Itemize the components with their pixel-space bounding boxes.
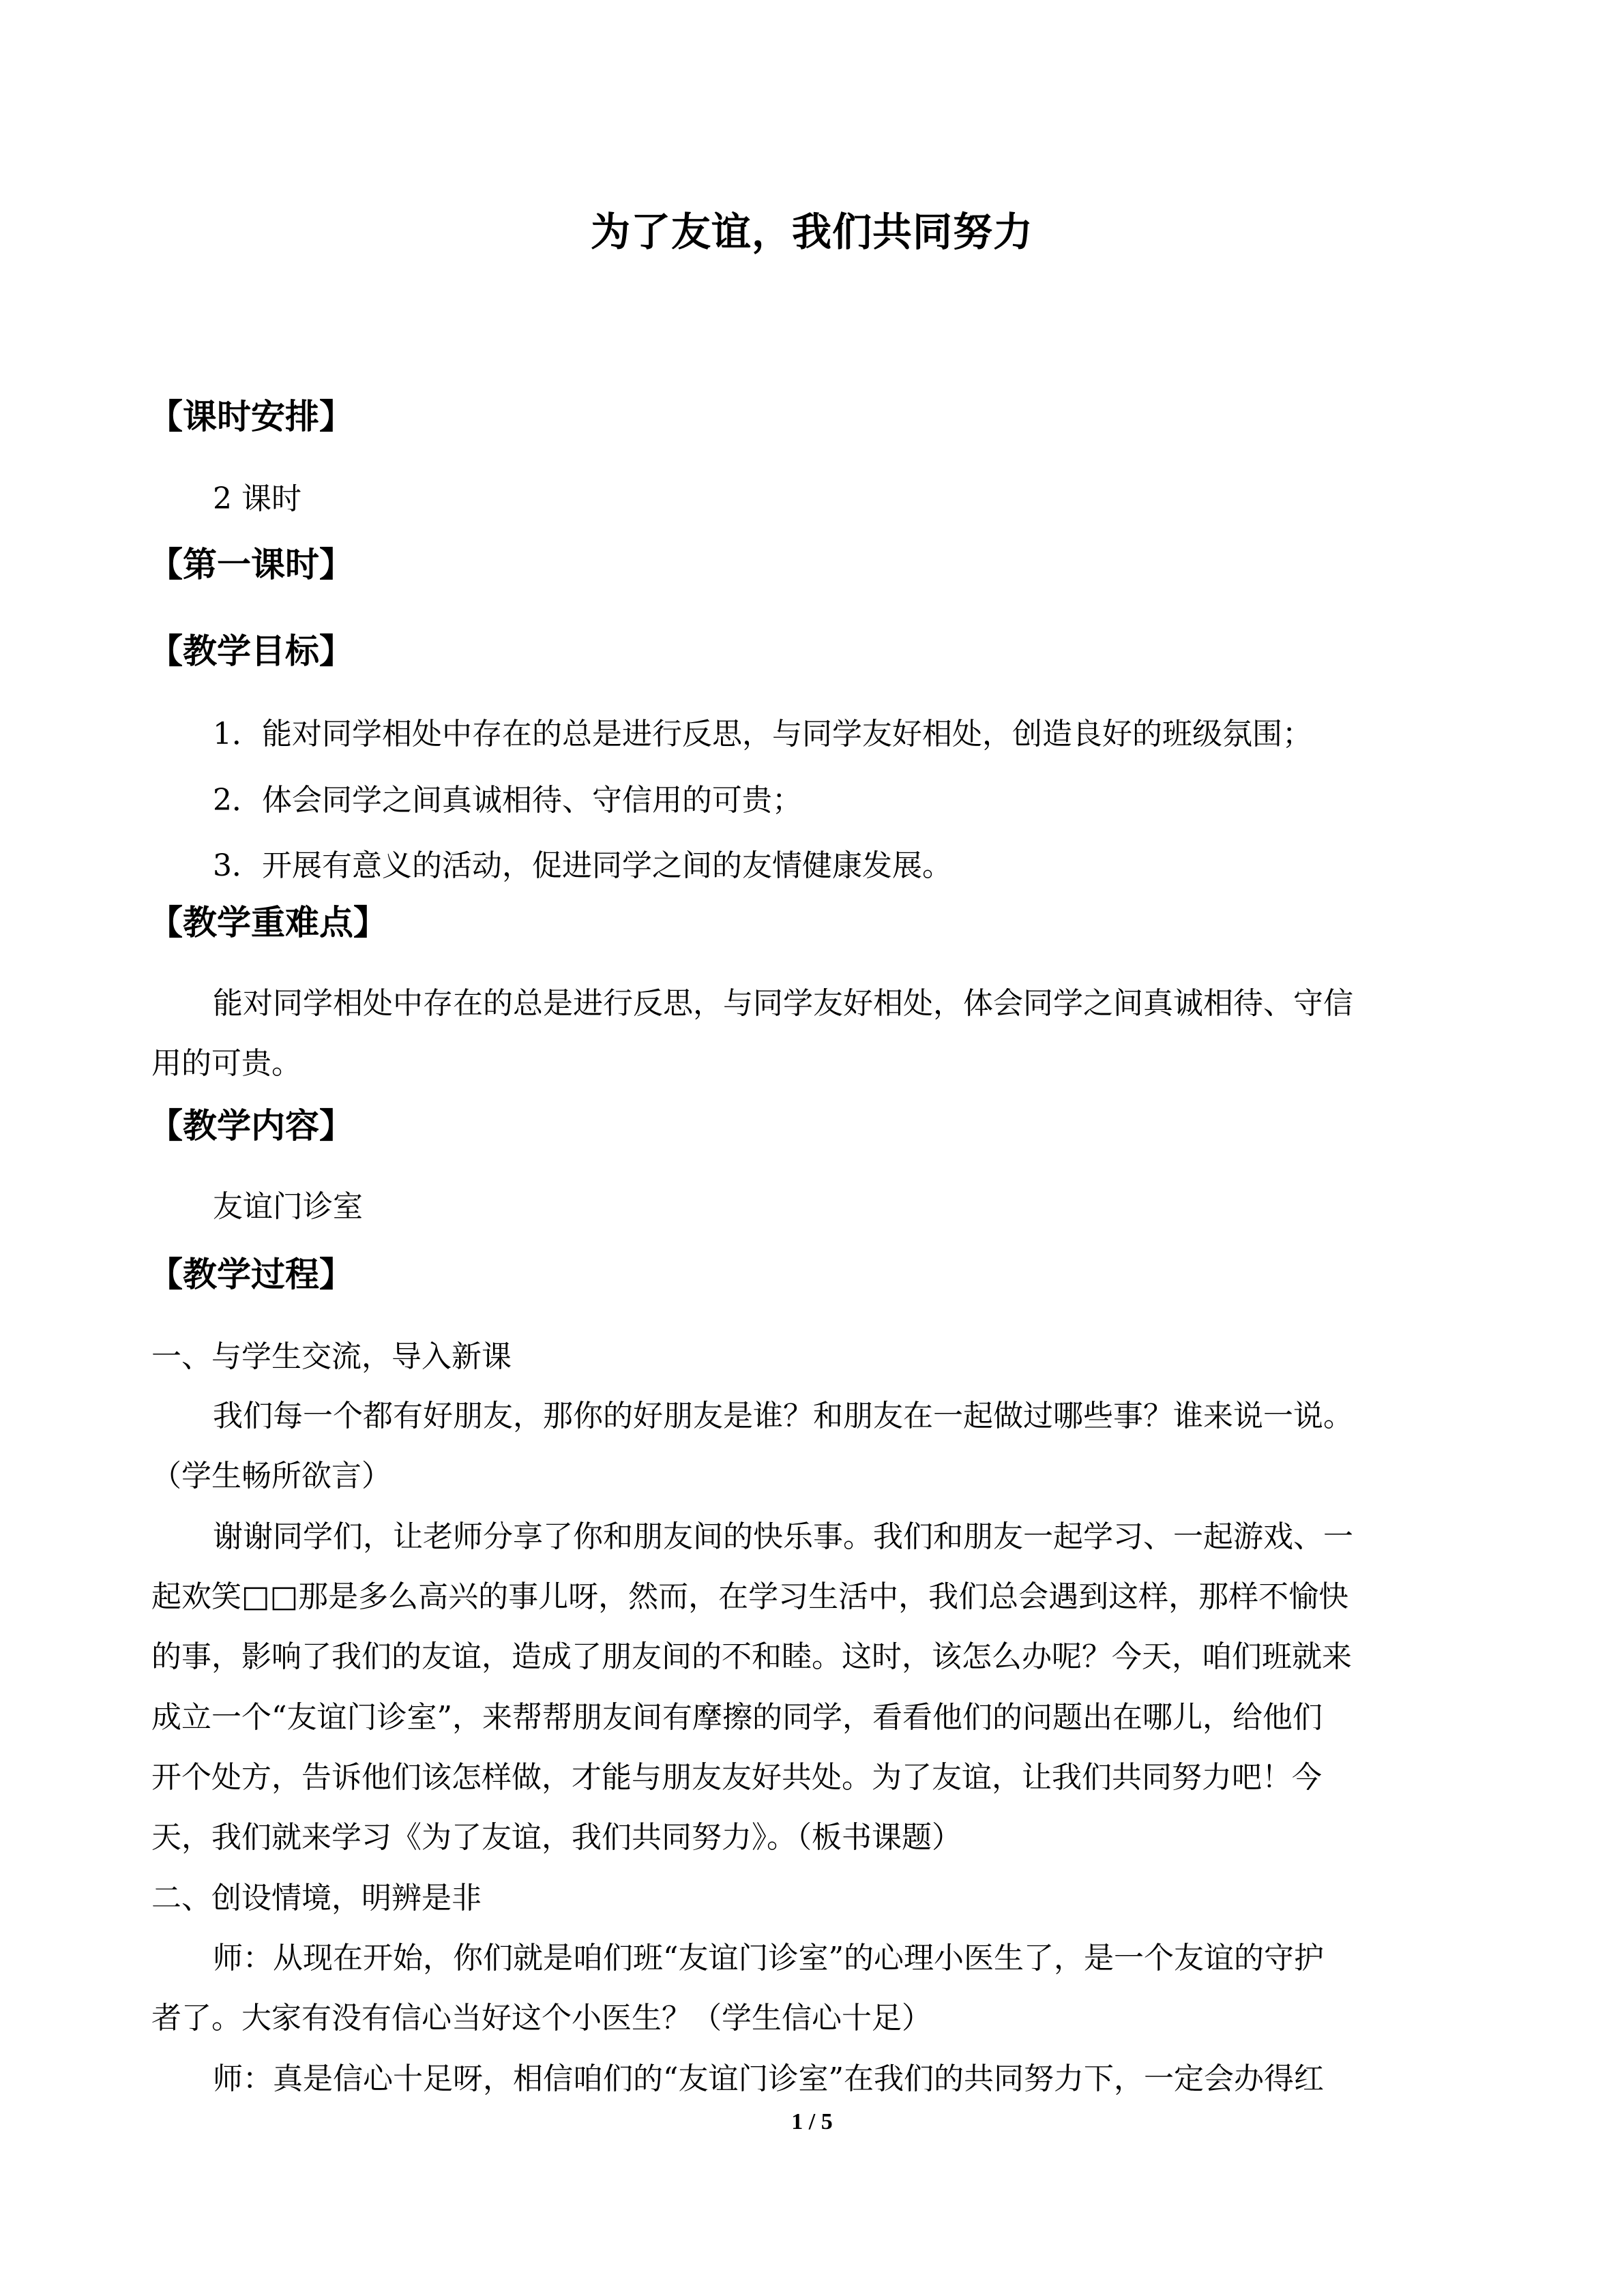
process-heading: 【教学过程】	[149, 1255, 353, 1294]
process-line-13: 师：真是信心十足呀，相信咱们的“友谊门诊室”在我们的共同努力下，一定会办得红	[213, 2061, 1324, 2096]
schedule-text: 2 课时	[213, 481, 301, 516]
goal-item-3: 3．开展有意义的活动，促进同学之间的友情健康发展。	[213, 848, 952, 883]
process-line-6: 的事，影响了我们的友谊，造成了朋友间的不和睦。这时，该怎么办呢？今天，咱们班就来	[151, 1639, 1352, 1674]
page-number: 1 / 5	[791, 2109, 833, 2134]
goals-heading: 【教学目标】	[149, 631, 353, 671]
process-line-5: 起欢笑□□那是多么高兴的事儿呀，然而，在学习生活中，我们总会遇到这样，那样不愉快	[151, 1579, 1349, 1614]
process-line-4: 谢谢同学们，让老师分享了你和朋友间的快乐事。我们和朋友一起学习、一起游戏、一	[213, 1519, 1353, 1554]
process-line-1: 一、与学生交流，导入新课	[151, 1339, 512, 1374]
key-points-line-1: 能对同学相处中存在的总是进行反思，与同学友好相处，体会同学之间真诚相待、守信	[213, 986, 1353, 1021]
key-points-heading: 【教学重难点】	[149, 903, 387, 942]
process-line-12: 者了。大家有没有信心当好这个小医生？（学生信心十足）	[151, 2001, 932, 2036]
goal-item-2: 2．体会同学之间真诚相待、守信用的可贵；	[213, 783, 802, 818]
document-title: 为了友谊，我们共同努力	[590, 209, 1033, 255]
key-points-line-2: 用的可贵。	[151, 1046, 301, 1081]
process-line-2: 我们每一个都有好朋友，那你的好朋友是谁？和朋友在一起做过哪些事？谁来说一说。	[213, 1399, 1353, 1433]
process-line-10: 二、创设情境，明辨是非	[151, 1881, 482, 1915]
process-line-3: （学生畅所欲言）	[151, 1459, 392, 1493]
process-line-8: 开个处方，告诉他们该怎样做，才能与朋友友好共处。为了友谊，让我们共同努力吧！今	[151, 1760, 1322, 1795]
schedule-heading: 【课时安排】	[149, 397, 353, 436]
process-line-9: 天，我们就来学习《为了友谊，我们共同努力》。（板书课题）	[151, 1820, 962, 1855]
goal-item-1: 1．能对同学相处中存在的总是进行反思，与同学友好相处，创造良好的班级氛围；	[213, 717, 1312, 751]
content-heading: 【教学内容】	[149, 1106, 353, 1146]
process-line-7: 成立一个“友谊门诊室”，来帮帮朋友间有摩擦的同学，看看他们的问题出在哪儿，给他们	[151, 1700, 1323, 1735]
first-lesson-heading: 【第一课时】	[149, 545, 353, 584]
content-text: 友谊门诊室	[213, 1189, 363, 1224]
process-line-11: 师：从现在开始，你们就是咱们班“友谊门诊室”的心理小医生了，是一个友谊的守护	[213, 1941, 1324, 1976]
